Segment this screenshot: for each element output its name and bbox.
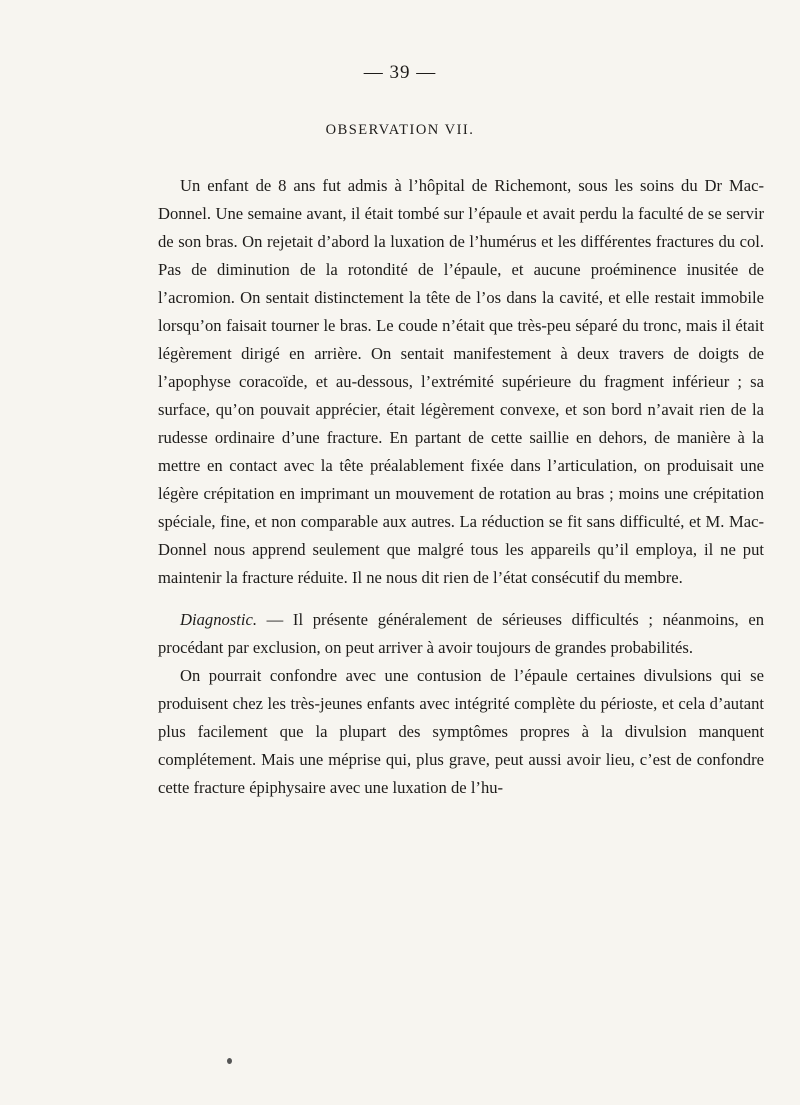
ink-speck-icon [227,1058,232,1064]
paragraph-diagnostic [158,606,764,662]
paragraph-observation [158,172,764,592]
section-title: OBSERVATION VII. [325,122,475,138]
paragraph-text: On pourrait confondre avec une contusion de l’épaule certaines divulsions qui se produisent chez les très-jeunes enfants avec intégrité complète du périoste, et cela d’autant plus facilement que la plupart des symptômes propres à la divulsion manquent complétement. Mais une méprise qui, plus grave, peut aussi avoir lieu, c’est de confondre cette fracture épiphysaire avec une luxation de l’hu- [158,666,764,797]
paragraph-lead: Diagnostic. [180,610,257,629]
paragraph-confusion [158,662,764,802]
body-text [158,172,764,802]
paragraph-text: Un enfant de 8 ans fut admis à l’hôpital de Richemont, sous les soins du Dr Mac-Donnel. Une semaine avant, il était tombé sur l’épaule et avait perdu la faculté de se servir de son bras. On rejetait d’abord la luxation de l’humérus et les différentes fractures du col. Pas de diminution de la rotondité de l’épaule, et aucune proéminence inusitée de l’acromion. On sentait distinctement la tête de l’os dans la cavité, et elle restait immobile lorsqu’on faisait tourner le bras. Le coude n’était que très-peu séparé du tronc, mais il était légèrement dirigé en arrière. On sentait manifestement à deux travers de doigts de l’apophyse coracoïde, et au-dessous, l’extrémité supérieure du fragment inférieur ; sa surface, qu’on pouvait apprécier, était légèrement convexe, et son bord n’avait rien de la rudesse ordinaire d’une fracture. En partant de cette saillie en dehors, de manière à la mettre en contact avec la tête préalablement fixée dans l’articulation, on produisait une légère crépitation en imprimant un mouvement de rotation au bras ; moins une crépitation spéciale, fine, et non comparable aux autres. La réduction se fit sans difficulté, et M. Mac-Donnel nous apprend seulement que malgré tous les appareils qu’il employa, il ne put maintenir la fracture réduite. Il ne nous dit rien de l’état consécutif du membre. [158,176,764,587]
page-number: — 39 — [363,62,437,83]
paragraph-text: — Il présente généralement de sérieuses difficultés ; néanmoins, en procédant par exclusion, on peut arriver à avoir toujours de grandes probabilités. [158,610,764,657]
